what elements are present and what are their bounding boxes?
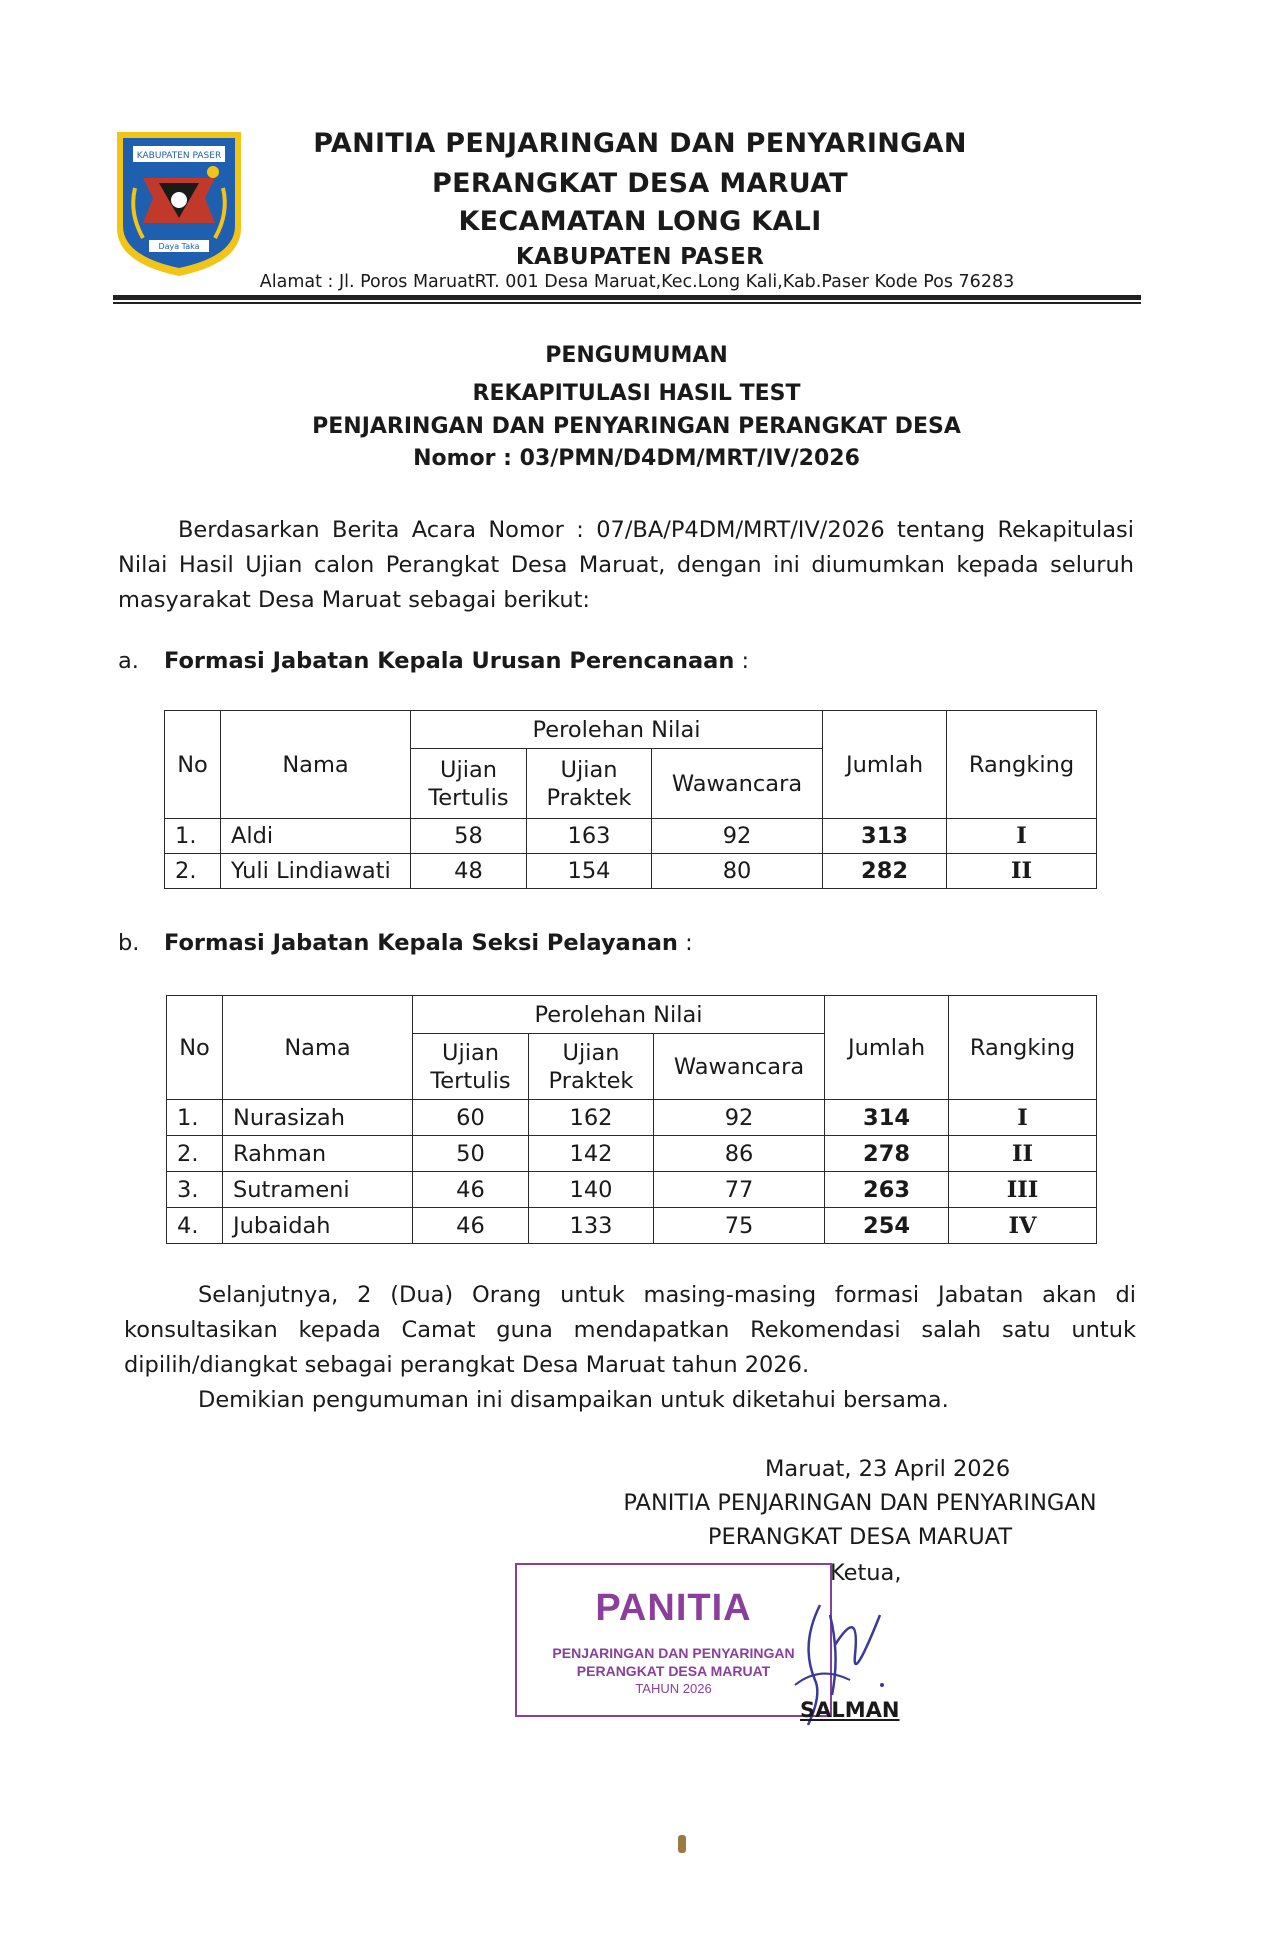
section-a-colon: : — [734, 648, 750, 674]
svg-text:KABUPATEN PASER: KABUPATEN PASER — [136, 151, 222, 161]
letterhead — [0, 0, 1273, 310]
signature-org-line-1: PANITIA PENJARINGAN DAN PENYARINGAN — [623, 1490, 1097, 1516]
table-a-wrapper — [164, 710, 1097, 889]
stamp-line-1: PENJARINGAN DAN PENYARINGAN — [552, 1645, 795, 1661]
table-row: 2. Yuli Lindiawati 48 154 80 282 II — [165, 854, 1097, 889]
header-nama: Nama — [221, 711, 411, 819]
page-mark — [678, 1835, 686, 1853]
header-ujian-praktek: Ujian Praktek — [529, 1034, 654, 1100]
table-row: 3. Sutrameni 46 140 77 263 III — [167, 1172, 1097, 1208]
section-b-heading — [118, 930, 693, 956]
doc-number: Nomor : 03/PMN/D4DM/MRT/IV/2026 — [413, 446, 860, 471]
stamp-line-2: PERANGKAT DESA MARUAT — [576, 1663, 771, 1679]
table-row: 1. Aldi 58 163 92 313 I — [165, 819, 1097, 854]
doc-title-line-1: PENGUMUMAN — [545, 343, 728, 368]
closing-paragraph — [124, 1278, 1136, 1418]
regency-emblem-icon — [113, 128, 245, 278]
svg-text:Daya Taka: Daya Taka — [158, 242, 200, 251]
header-perolehan-nilai: Perolehan Nilai — [411, 711, 823, 749]
header-rangking: Rangking — [949, 996, 1097, 1100]
signature-place-date: Maruat, 23 April 2026 — [765, 1456, 1011, 1482]
regency-logo — [113, 128, 245, 278]
header-rangking: Rangking — [947, 711, 1097, 819]
signature-role: Ketua, — [830, 1560, 902, 1586]
header-jumlah: Jumlah — [823, 711, 947, 819]
letterhead-line-3: KECAMATAN LONG KALI — [458, 206, 822, 237]
letterhead-line-4: KABUPATEN PASER — [515, 244, 765, 270]
section-b-title: Formasi Jabatan Kepala Seksi Pelayanan — [164, 930, 678, 956]
signature-name: SALMAN — [800, 1698, 900, 1722]
section-b-colon: : — [677, 930, 693, 956]
score-table-a — [164, 710, 1097, 889]
header-ujian-tertulis: Ujian Tertulis — [413, 1034, 529, 1100]
header-wawancara: Wawancara — [654, 1034, 825, 1100]
closing-line-2: konsultasikan kepada Camat guna mendapatkan Rekomendasi salah satu untuk — [124, 1317, 1136, 1343]
letterhead-rule-thin — [113, 302, 1141, 304]
letterhead-line-2: PERANGKAT DESA MARUAT — [432, 168, 848, 199]
intro-paragraph — [118, 513, 1134, 618]
header-perolehan-nilai: Perolehan Nilai — [413, 996, 825, 1034]
intro-line-1: Berdasarkan Berita Acara Nomor : 07/BA/P4DM/MRT/IV/2026 tentang Rekapitulasi — [178, 517, 1134, 543]
closing-line-4: Demikian pengumuman ini disampaikan untuk diketahui bersama. — [198, 1387, 949, 1413]
header-jumlah: Jumlah — [825, 996, 949, 1100]
section-a-title: Formasi Jabatan Kepala Urusan Perencanaan — [164, 648, 735, 674]
section-a-heading — [118, 648, 749, 674]
doc-title-line-2: REKAPITULASI HASIL TEST — [472, 381, 801, 406]
header-wawancara: Wawancara — [652, 749, 823, 819]
stamp-line-3: TAHUN 2026 — [635, 1681, 712, 1696]
signature-org-line-2: PERANGKAT DESA MARUAT — [707, 1524, 1013, 1550]
header-ujian-tertulis: Ujian Tertulis — [411, 749, 527, 819]
closing-line-3: dipilih/diangkat sebagai perangkat Desa Maruat tahun 2026. — [124, 1352, 810, 1378]
closing-line-1: Selanjutnya, 2 (Dua) Orang untuk masing-masing formasi Jabatan akan di — [198, 1282, 1136, 1308]
intro-line-3: masyarakat Desa Maruat sebagai berikut: — [118, 587, 591, 613]
header-ujian-praktek: Ujian Praktek — [527, 749, 652, 819]
header-no: No — [165, 711, 221, 819]
score-table-b — [166, 995, 1097, 1244]
header-nama: Nama — [223, 996, 413, 1100]
table-b-wrapper — [166, 995, 1097, 1244]
stamp-title: PANITIA — [595, 1587, 752, 1629]
intro-line-2: Nilai Hasil Ujian calon Perangkat Desa Maruat, dengan ini diumumkan kepada seluruh — [118, 552, 1134, 578]
letterhead-line-1: PANITIA PENJARINGAN DAN PENYARINGAN — [313, 128, 967, 159]
letterhead-address: Alamat : Jl. Poros MaruatRT. 001 Desa Maruat,Kec.Long Kali,Kab.Paser Kode Pos 76283 — [259, 272, 1015, 292]
table-row: 2. Rahman 50 142 86 278 II — [167, 1136, 1097, 1172]
table-row: 1. Nurasizah 60 162 92 314 I — [167, 1100, 1097, 1136]
letterhead-rule-thick — [113, 295, 1141, 300]
table-row: 4. Jubaidah 46 133 75 254 IV — [167, 1208, 1097, 1244]
doc-title-line-3: PENJARINGAN DAN PENYARINGAN PERANGKAT DESA — [312, 414, 961, 439]
header-no: No — [167, 996, 223, 1100]
section-a-letter: a. — [118, 648, 139, 674]
section-b-letter: b. — [118, 930, 140, 956]
